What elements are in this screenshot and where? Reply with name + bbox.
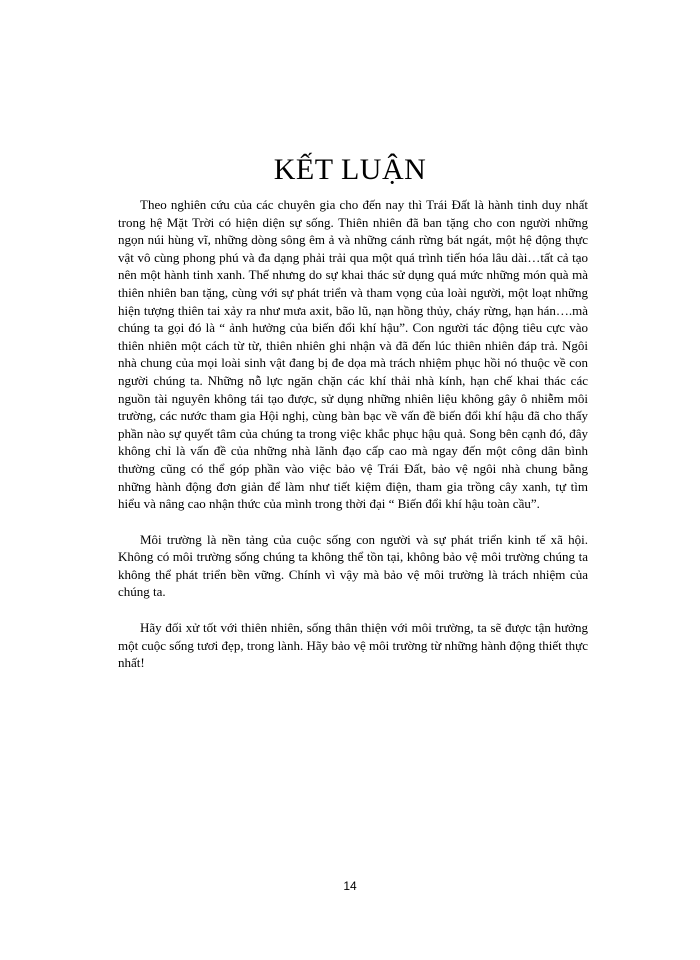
paragraph-2: Môi trường là nền tảng của cuộc sống con người và sự phát triển kinh tế xã hội. Không có môi trường sống chúng ta không thể tồn tại, không bảo vệ môi trường chúng ta không thể phát triển bền vững. Chính vì vậy mà bảo vệ môi trường là trách nhiệm của chúng ta. <box>118 531 588 600</box>
body-text <box>118 196 588 672</box>
page-title: KẾT LUẬN <box>273 153 427 186</box>
paragraph-3: Hãy đối xử tốt với thiên nhiên, sống thân thiện với môi trường, ta sẽ được tận hưởng một cuộc sống tươi đẹp, trong lành. Hãy bảo vệ môi trường từ những hành động thiết thực nhất! <box>118 620 588 671</box>
page-number: 14 <box>343 879 357 893</box>
paragraph-1: Theo nghiên cứu của các chuyên gia cho đến nay thì Trái Đất là hành tinh duy nhất trong hệ Mặt Trời có hiện diện sự sống. Thiên nhiên đã ban tặng cho con người những ngọn núi hùng vĩ, những dòng sông êm ả và những cánh rừng bát ngát, một hệ động thực vật vô cùng phong phú và đa dạng phải trải qua một quá trình tiến hóa lâu dài…tất cả tạo nên một hành tinh xanh. Thế nhưng do sự khai thác sử dụng quá mức những món quà mà thiên nhiên ban tặng, cùng với sự phát triển và tham vọng của loài người, một loạt những hiện tượng thiên tai xảy ra như mưa axit, bão lũ, nạn hồng thủy, cháy rừng, hạn hán….mà chúng ta gọi đó là “ ảnh hưởng của biến đổi khí hậu”. Con người tác động tiêu cực vào thiên nhiên một cách từ từ, thiên nhiên ghi nhận và đã đến lúc thiên nhiên đáp trả. Ngôi nhà chung của mọi loài sinh vật đang bị đe dọa mà trách nhiệm phục hồi nó thuộc về con người chúng ta. Những nỗ lực ngăn chặn các khí thải nhà kính, hạn chế khai thác các nguồn tài nguyên không tái tạo được, sử dụng những nhiên liệu không gây ô nhiễm môi trường, các nước tham gia Hội nghị, cùng bàn bạc về vấn đề biến đổi khí hậu đã cho thấy phần nào sự quyết tâm của chúng ta trong việc khắc phục hậu quả. Song bên cạnh đó, đây không chỉ là vấn đề của những nhà lãnh đạo cấp cao mà ngay đến một công dân bình thường cũng có thể góp phần vào việc bảo vệ Trái Đất, bảo vệ ngôi nhà chung bằng những hành động đơn giản để làm như tiết kiệm điện, tham gia trồng cây xanh, tự tìm hiểu và nâng cao nhận thức của mình trong thời đại “ Biến đổi khí hậu toàn cầu”. <box>118 197 588 512</box>
